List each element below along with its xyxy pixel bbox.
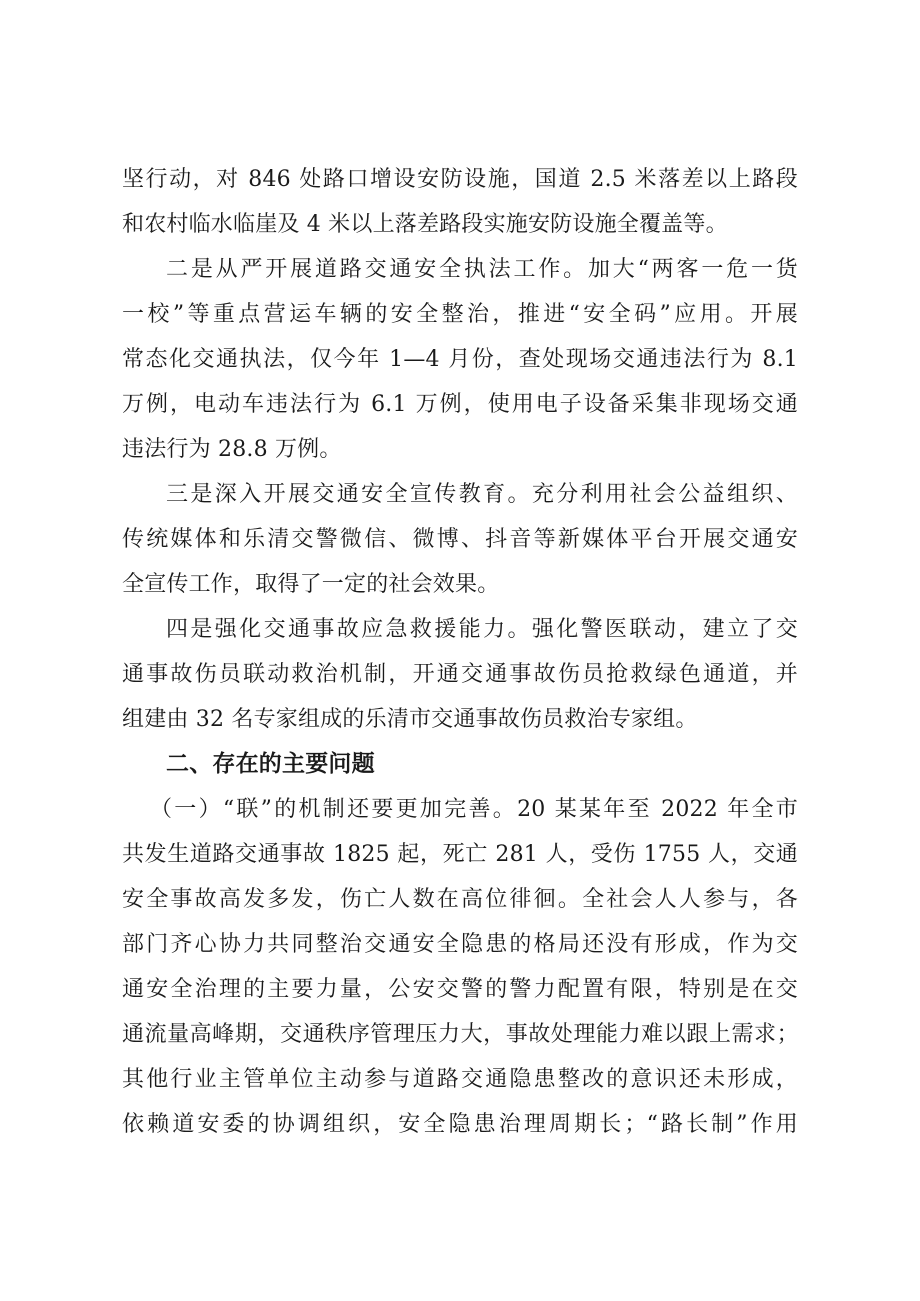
section-heading: 二、存在的主要问题 [166,751,375,777]
paragraph-line: 违法行为 28.8 万例。 [122,437,342,462]
paragraph-line: 通流量高峰期，交通秩序管理压力大，事故处理能力难以跟上需求； [122,1022,798,1047]
paragraph-line: 和农村临水临崖及 4 米以上落差路段实施安防设施全覆盖等。 [122,212,728,237]
paragraph-line: 部门齐心协力共同整治交通安全隐患的格局还没有形成，作为交 [122,932,798,957]
paragraph-line: 依赖道安委的协调组织，安全隐患治理周期长；“路长制”作用 [122,1112,798,1137]
paragraph-line: 通事故伤员联动救治机制，开通交通事故伤员抢救绿色通道，并 [122,662,798,687]
paragraph-line: 常态化交通执法，仅今年 1—4 月份，查处现场交通违法行为 8.1 [122,347,798,372]
paragraph-line: 万例，电动车违法行为 6.1 万例，使用电子设备采集非现场交通 [122,392,798,417]
paragraph-line: 通安全治理的主要力量，公安交警的警力配置有限，特别是在交 [122,977,798,1002]
paragraph-line: 一校”等重点营运车辆的安全整治，推进“安全码”应用。开展 [122,302,798,327]
document-body [122,157,798,1147]
paragraph-line: 二是从严开展道路交通安全执法工作。加大“两客一危一货 [166,257,798,282]
paragraph-line: 全宣传工作，取得了一定的社会效果。 [122,572,500,597]
paragraph-line: 共发生道路交通事故 1825 起，死亡 281 人，受伤 1755 人，交通 [122,842,798,867]
paragraph-line: 坚行动，对 846 处路口增设安防设施，国道 2.5 米落差以上路段 [122,167,798,192]
paragraph-line: 四是强化交通事故应急救援能力。强化警医联动，建立了交 [166,617,798,642]
paragraph-line: 传统媒体和乐清交警微信、微博、抖音等新媒体平台开展交通安 [122,527,798,552]
paragraph-line: 三是深入开展交通安全宣传教育。充分利用社会公益组织、 [166,482,798,507]
paragraph-line: 安全事故高发多发，伤亡人数在高位徘徊。全社会人人参与，各 [122,887,798,912]
paragraph-line: 其他行业主管单位主动参与道路交通隐患整改的意识还未形成， [122,1067,798,1092]
paragraph-line: 组建由 32 名专家组成的乐清市交通事故伤员救治专家组。 [122,707,698,732]
paragraph-line: （一）“联”的机制还要更加完善。20 某某年至 2022 年全市 [150,797,798,822]
